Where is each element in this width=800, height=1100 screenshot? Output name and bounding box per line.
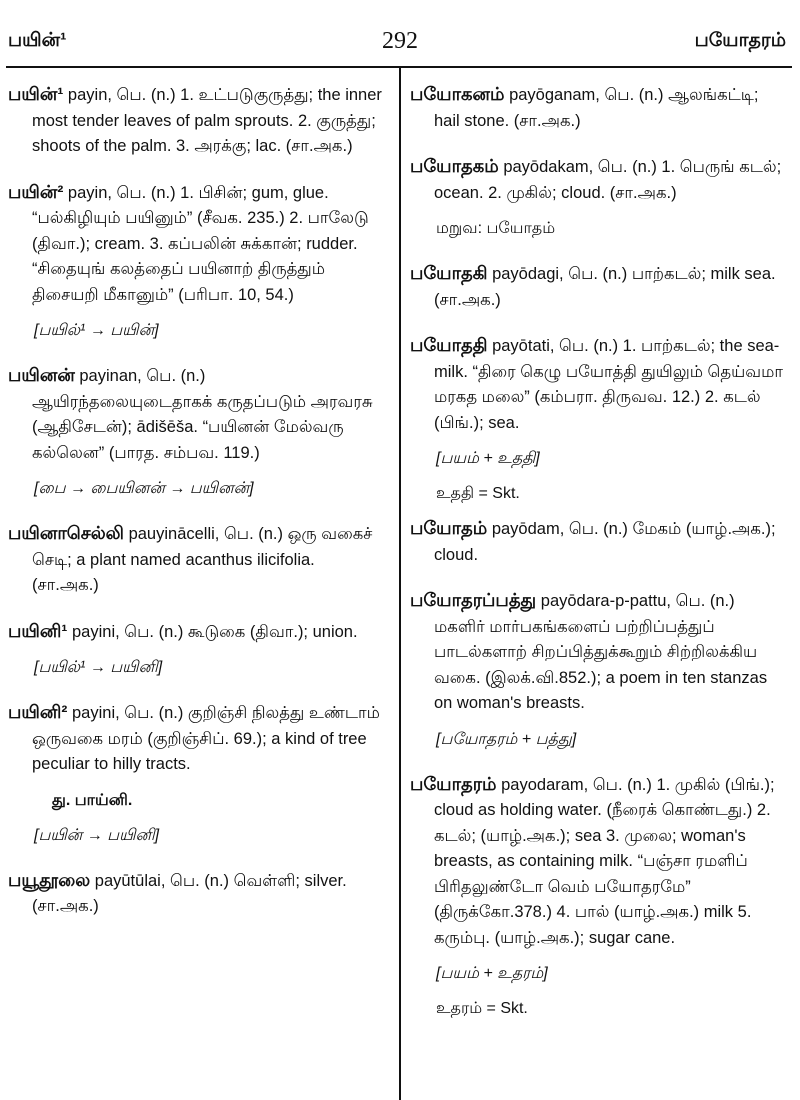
entry-headword: பயின்²: [8, 181, 64, 202]
entry-etymology: [பயில்¹ → பயினி]: [34, 659, 163, 676]
dictionary-entry: [8, 521, 386, 599]
entry-headword: பயோதம்: [410, 518, 488, 538]
entry-cognate: து. பாய்னி.: [52, 791, 133, 809]
entry-body: payōdagi, பெ. (n.) பாற்கடல்; milk sea. (சா.அக.): [434, 265, 776, 309]
dictionary-entry: [410, 588, 784, 717]
entry-body: pauyinācelli, பெ. (n.) ஒரு வகைச் செடி; a plant named acanthus ilicifolia. (சா.அக.): [32, 525, 373, 594]
entry-etymology: [பயம் + உதரம்]: [436, 965, 548, 982]
dictionary-entry: [8, 700, 386, 778]
entry-body: payōganam, பெ. (n.) ஆலங்கட்டி; hail stone. (சா.அக.): [434, 86, 759, 130]
running-headword-right: பயோதரம்: [694, 30, 786, 51]
entry-body: payōdara-p-pattu, பெ. (n.) மகளிர் மார்பகங்களைப் பற்றிப்பத்துப் பாடல்களாற் சிறப்பித்துக்கூறும் சிற்றிலக்கிய வகை. (இலக்.வி.852.); a poem in ten stanzas on woman's breasts.: [434, 592, 768, 712]
entry-headword: பயோதகம்: [410, 156, 499, 176]
entry-headword: பயினி²: [8, 702, 68, 722]
running-headword-left: பயின்¹: [8, 30, 67, 51]
entry-etymology: [பயம் + உததி]: [436, 450, 540, 467]
entry-headword: பயோதரப்பத்து: [410, 590, 537, 610]
entry-variant: மறுவ: பயோதம்: [436, 220, 556, 237]
entry-body: payōtati, பெ. (n.) 1. பாற்கடல்; the sea-milk. “திரை கெழு பயோத்தி துயிலும் தெய்வமா மரகத மலை” (கம்பரா. திருவவ. 12.) 2. கடல் (பிங்.); sea.: [434, 337, 783, 432]
entry-headword: பயினன்: [8, 365, 75, 385]
left-column: [8, 82, 386, 920]
entry-headword: பயின்¹: [8, 84, 64, 104]
dictionary-entry: [8, 619, 386, 646]
entry-note: உததி = Skt.: [436, 485, 520, 502]
dictionary-entry: [410, 82, 784, 134]
entry-body: payodaram, பெ. (n.) 1. முகில் (பிங்.); cloud as holding water. (நீரைக் கொண்டது.) 2. கடல்; (யாழ்.அக.); sea 3. முலை; woman's breasts, as containing milk. “பஞ்சா ரமளிப் பிரிதலுண்டோ வெம் பயோதரமே” (திருக்கோ.378.) 4. பால் (யாழ்.அக.) milk 5. கரும்பு. (யாழ்.அக.); sugar cane.: [434, 775, 775, 947]
entry-headword: பயூதூலை: [8, 869, 91, 890]
page-number: 292: [382, 28, 418, 54]
dictionary-entry: [410, 516, 784, 568]
right-column: [410, 82, 784, 1021]
entry-body: payini, பெ. (n.) குறிஞ்சி நிலத்து உண்டாம் ஒருவகை மரம் (குறிஞ்சிப். 69.); a kind of tree peculiar to hilly tracts.: [32, 704, 380, 773]
dictionary-entry: [8, 82, 386, 160]
entry-note: உதரம் = Skt.: [436, 1000, 528, 1017]
entry-headword: பயோததி: [410, 335, 488, 355]
dictionary-entry: [410, 333, 784, 436]
dictionary-entry: [410, 154, 784, 206]
entry-body: payōdam, பெ. (n.) மேகம் (யாழ்.அக.); cloud.: [434, 520, 776, 564]
entry-headword: பயோகனம்: [410, 84, 505, 104]
column-divider: [399, 68, 401, 1100]
entry-body: payōdakam, பெ. (n.) 1. பெருங் கடல்; ocean. 2. முகில்; cloud. (சா.அக.): [434, 158, 782, 202]
entry-etymology: [பயின் → பயினி]: [34, 826, 160, 844]
page-header: [0, 0, 800, 64]
dictionary-entry: [8, 868, 386, 920]
entry-body: payinan, பெ. (n.) ஆயிரந்தலையுடைதாகக் கருதப்படும் அரவரசு (ஆதிசேடன்); ādišēša. “பயினன் மேல்வரு கல்லென” (பாரத. சம்பவ. 119.): [32, 367, 373, 462]
entry-etymology: [பை → பையினன் → பயினன்]: [34, 480, 254, 497]
entry-body: payin, பெ. (n.) 1. உட்படுகுருத்து; the inner most tender leaves of palm sprouts. 2. குருத்து; shoots of the palm. 3. அரக்கு; lac. (சா.அக.): [32, 86, 382, 155]
entry-body: payin, பெ. (n.) 1. பிசின்; gum, glue. “பல்கிழியும் பயினும்” (சீவக. 235.) 2. பாலேடு (திவா.); cream. 3. கப்பலின் சுக்கான்; rudder. “சிதையுங் கலத்தைப் பயினாற் திருத்தும் திசையறி மீகானும்” (பரிபா. 10, 54.): [32, 183, 369, 304]
entry-etymology: [பயோதரம் + பத்து]: [436, 730, 577, 748]
entry-headword: பயோதகி: [410, 263, 488, 283]
entry-headword: பயினாசெல்லி: [8, 523, 124, 543]
dictionary-entry: [410, 772, 784, 952]
dictionary-entry: [8, 180, 386, 309]
dictionary-entry: [8, 363, 386, 466]
entry-headword: பயோதரம்: [410, 773, 497, 794]
entry-body: payūtūlai, பெ. (n.) வெள்ளி; silver. (சா.அக.): [32, 871, 347, 915]
entry-headword: பயினி¹: [8, 620, 68, 641]
entry-body: payini, பெ. (n.) கூடுகை (திவா.); union.: [72, 622, 358, 641]
dictionary-entry: [410, 261, 784, 313]
entry-etymology: [பயில்¹ → பயின்]: [34, 322, 159, 339]
